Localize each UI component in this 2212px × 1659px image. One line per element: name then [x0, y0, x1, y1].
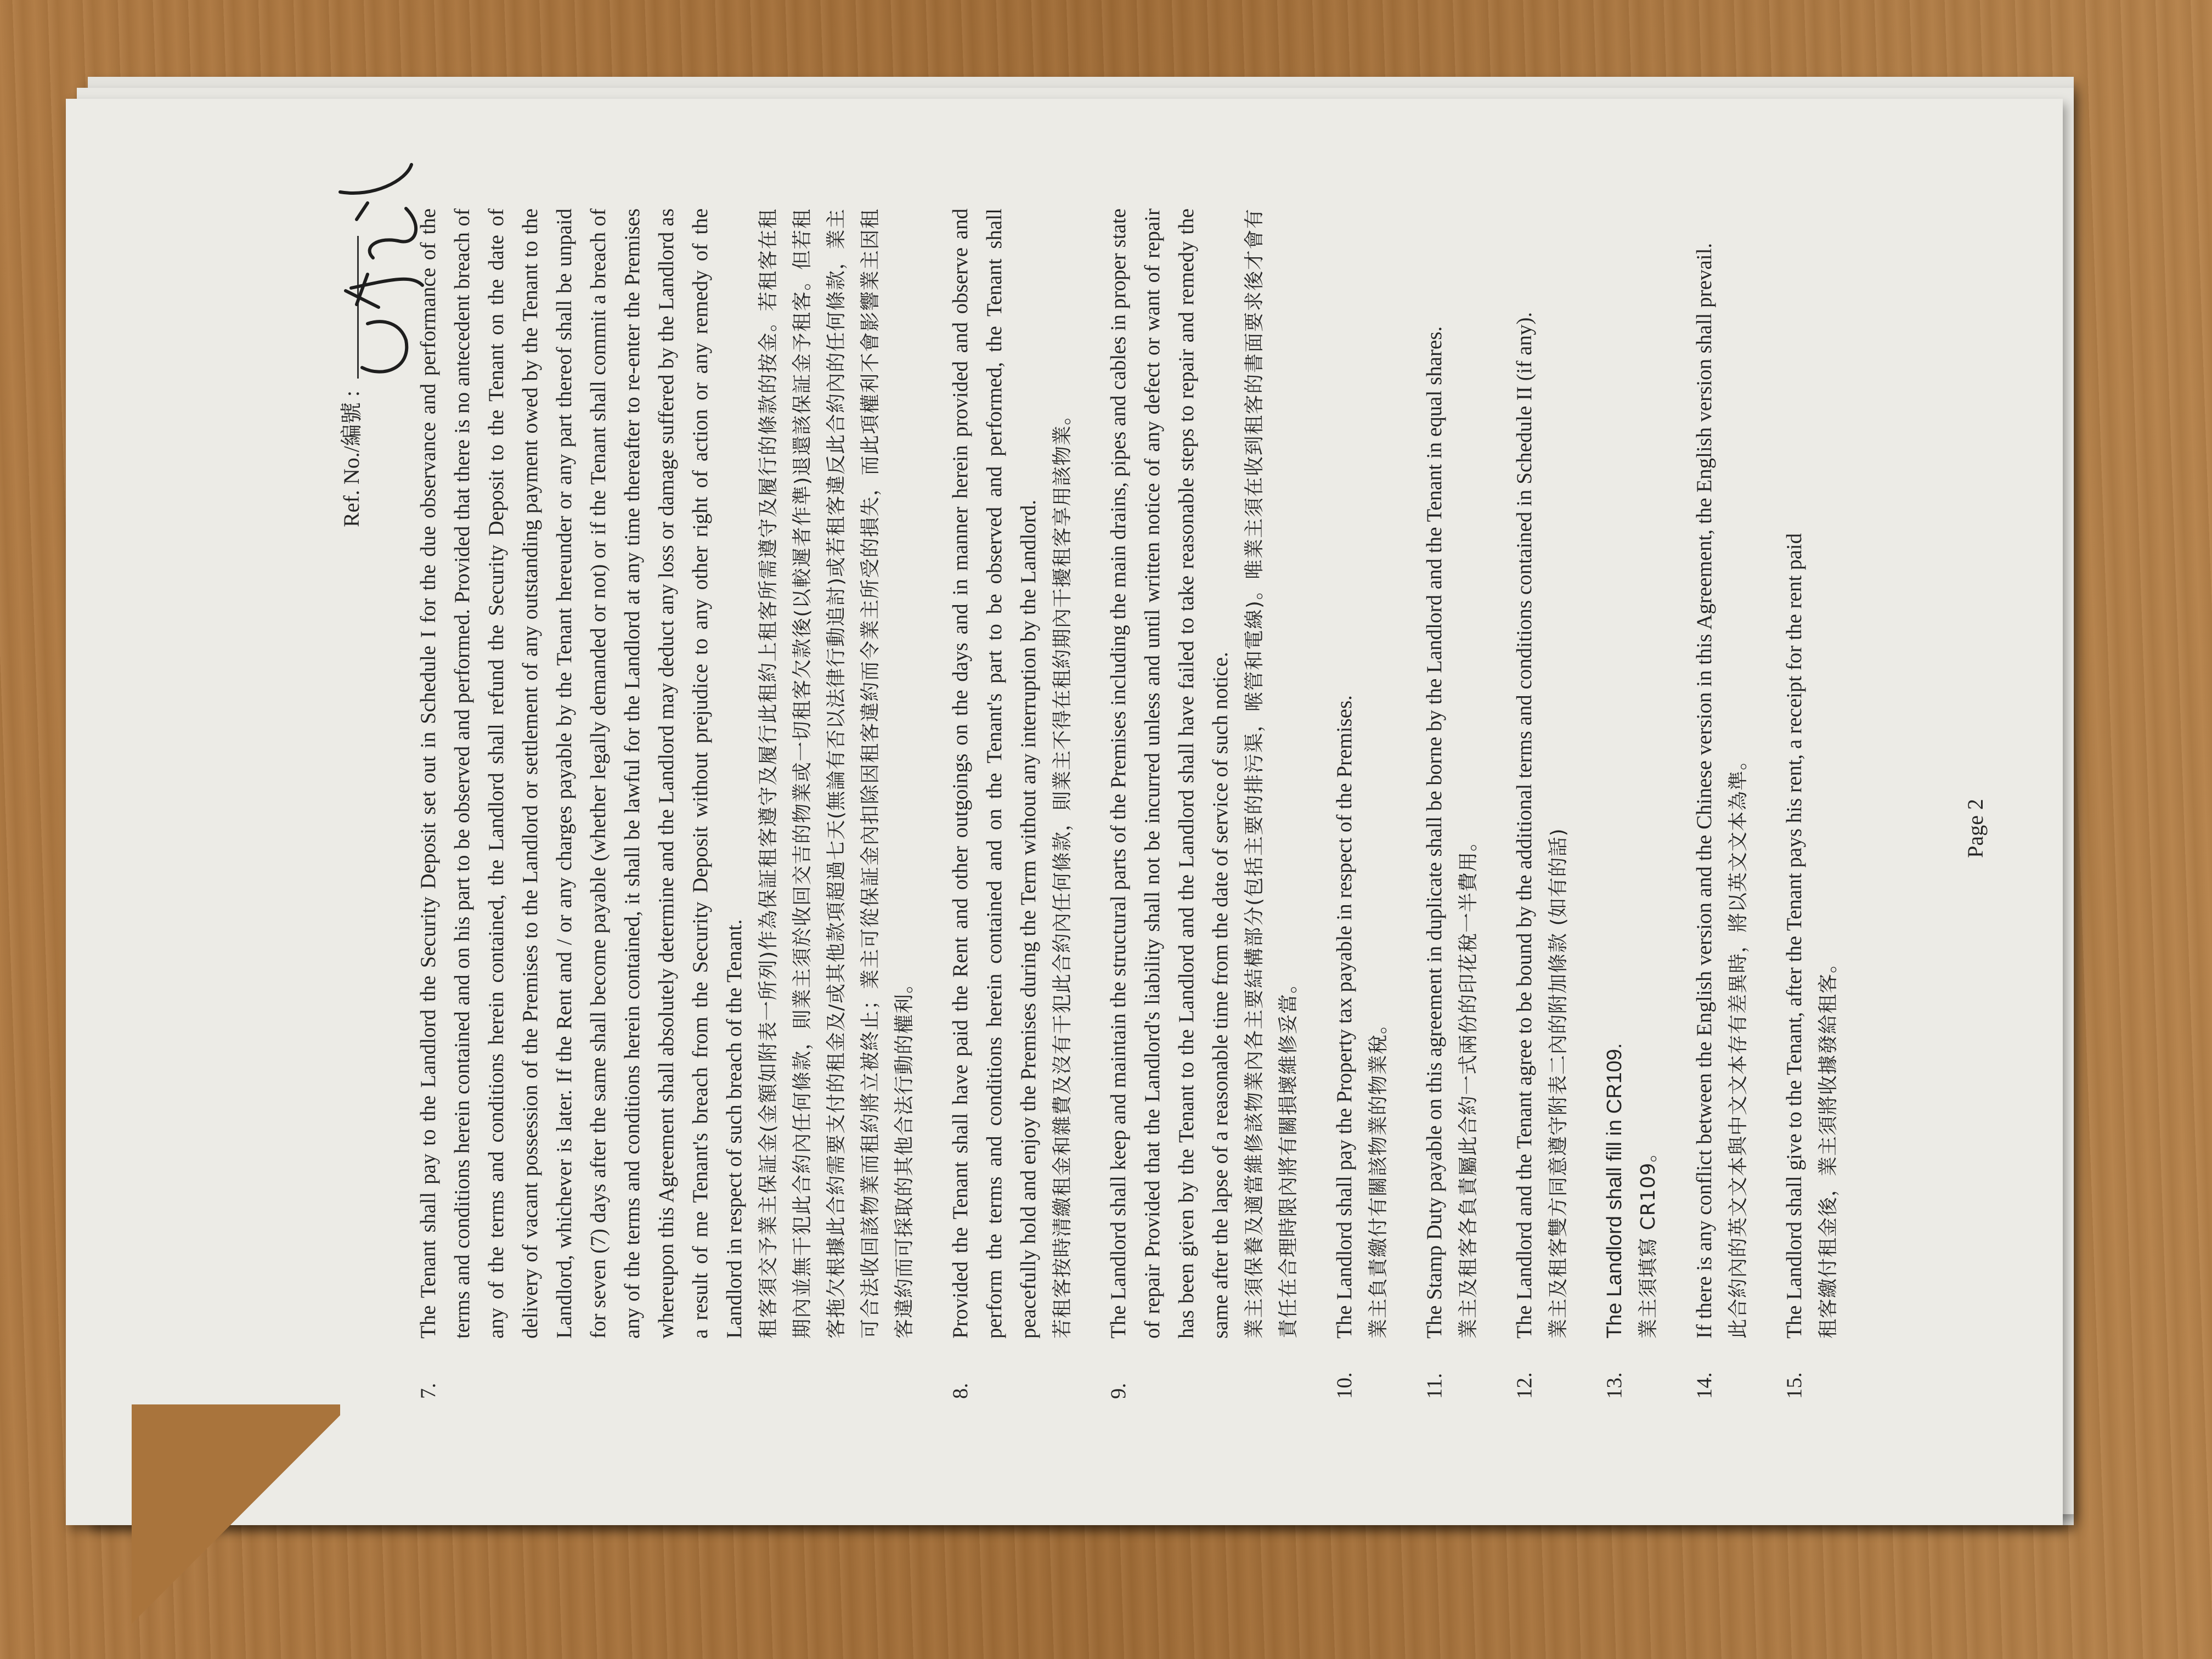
clause-text-zh: 業主及租客雙方同意遵守附表二內的附加條款 (如有的話) [1547, 828, 1570, 1339]
clause-number: 8. [949, 1383, 972, 1399]
clause-text-zh: 若租客按時清繳租金和雜費及沒有干犯此合約內任何條款，則業主不得在租約期內干擾租客享用該物業。 [1051, 404, 1074, 1339]
clause-text-zh: 業主及租客各負責屬此合約一式兩份的印花稅一半費用。 [1457, 831, 1480, 1339]
clause-text-en: The Stamp Duty payable on this agreement in duplicate shall be borne by the Landlord and the Tenant in equal shares. [1423, 326, 1446, 1339]
reference-colon: : [339, 391, 364, 397]
clause-text-zh: 此合約內的英文文本與中文文本存有差異時，將以英文文本為準。 [1727, 749, 1750, 1339]
reference-label: Ref. No./編號 [339, 402, 364, 527]
clause-text-en: The Landlord shall keep and maintain the structural parts of the Premises including the main drains, pipes and cables in proper state of repair Provided that the Landlord's liability shall not be incurred unless and until written notice of any defect or want of repair has been given by the Tenant to the Landlord and the Landlord shall have failed to take reasonable steps to repair and remedy the same after the lapse of a reasonable time from the date of service of such notice. [1107, 208, 1232, 1339]
clause-list [411, 208, 1867, 1399]
clause-text-en: If there is any conflict between the English version and the Chinese version in this Agreement, the English version shall prevail. [1692, 242, 1716, 1339]
clause-number: 15. [1782, 1372, 1806, 1399]
clause-number: 10. [1333, 1372, 1356, 1399]
clause-number: 7. [416, 1383, 440, 1399]
clause-text-en: The Tenant shall pay to the Landlord the Security Deposit set out in Schedule I for the due observance and performance of the terms and conditions herein contained and on his part to be observed and performed. Provided that there is no antecedent breach of any of the terms and conditions herein contained, the Landlord shall refund the Security Deposit to the Tenant on the date of delivery of vacant possession of the Premises to the Landlord or settlement of any outstanding payment owed by the Tenant to the Landlord, whichever is later. If the Rent and / or any charges payable by the Tenant hereunder or any part thereof shall be unpaid for seven (7) days after the same shall become payable (whether legally demanded or not) or if the Tenant shall commit a breach of any of the terms and conditions herein contained, it shall be lawful for the Landlord at any time thereafter to re-enter the Premises whereupon this Agreement shall absolutely determine and the Landlord may deduct any loss or damage suffered by the Landlord as a result of me Tenant's breach from the Security Deposit without prejudice to any other right of action or any remedy of the Landlord in respect of such breach of the Tenant. [416, 208, 746, 1339]
clause-12 [1508, 208, 1576, 1399]
clause-text-zh: 租客繳付租金後，業主須將收據發給租客。 [1817, 952, 1839, 1339]
page-number: Page 2 [1963, 799, 1988, 858]
clause-13 [1598, 208, 1666, 1399]
clause-text-zh: 租客須交予業主保証金(金額如附表一所列)作為保証租客遵守及履行此租約上租客所需遵守及履行的條款的按金。若租客在租期內並無干犯此合約內任何條款，則業主須於收回交吉的物業或一切租客欠款後(以較遲者作準)退還該保証金予租客。但若租客拖欠根據此合約需要支付的租金及/或其他款項超過七天(無論有否以法律行動追討)或若租客違反此合約內的任何條款，業主可合法收回該物業而租約將立被終止；業主可從保証金內扣除因租客違約而令業主所受的損失，而此項權利不會影響業主因租客違約而可採取的其他合法行動的權利。 [757, 208, 916, 1339]
clause-text-en: The Landlord shall pay the Property tax payable in respect of the Premises. [1333, 695, 1356, 1339]
clause-10 [1328, 208, 1396, 1399]
clause-text-en: The Landlord shall give to the Tenant, after the Tenant pays his rent, a receipt for the rent paid [1782, 533, 1806, 1339]
clause-text-en: Provided the Tenant shall have paid the Rent and other outgoings on the days and in manner herein provided and observe and perform the terms and conditions herein contained and on the Tenant's part to be observed and performed, the Tenant shall peacefully hold and enjoy the Premises during the Term without any interruption by the Landlord. [949, 208, 1040, 1339]
clause-15 [1778, 208, 1846, 1399]
clause-text-zh: 業主須保養及適當維修該物業內各主要結構部分(包括主要的排污渠，喉管和電線)。唯業主須在收到租客的書面要求後才會有責任在合理時限內將有關損壞維修妥當。 [1243, 208, 1300, 1339]
clause-number: 12. [1513, 1372, 1536, 1399]
clause-7 [411, 208, 922, 1399]
clause-text-en: The Landlord and the Tenant agree to be bound by the additional terms and conditions contained in Schedule II (if any). [1513, 312, 1536, 1339]
clause-number: 11. [1423, 1373, 1446, 1399]
clause-number: 9. [1107, 1383, 1130, 1399]
clause-text-en: The Landlord shall fill in CR109. [1603, 1043, 1626, 1339]
clause-11 [1418, 208, 1486, 1399]
clause-number: 13. [1602, 1372, 1626, 1399]
clause-text-zh: 業主須填寫 CR109。 [1637, 1142, 1660, 1339]
clause-9 [1102, 208, 1306, 1399]
clause-number: 14. [1692, 1372, 1716, 1399]
clause-14 [1688, 208, 1756, 1399]
document-page [198, 115, 2172, 1542]
clause-text-zh: 業主負責繳付有關該物業的物業稅。 [1367, 1013, 1390, 1339]
clause-8 [944, 208, 1080, 1399]
